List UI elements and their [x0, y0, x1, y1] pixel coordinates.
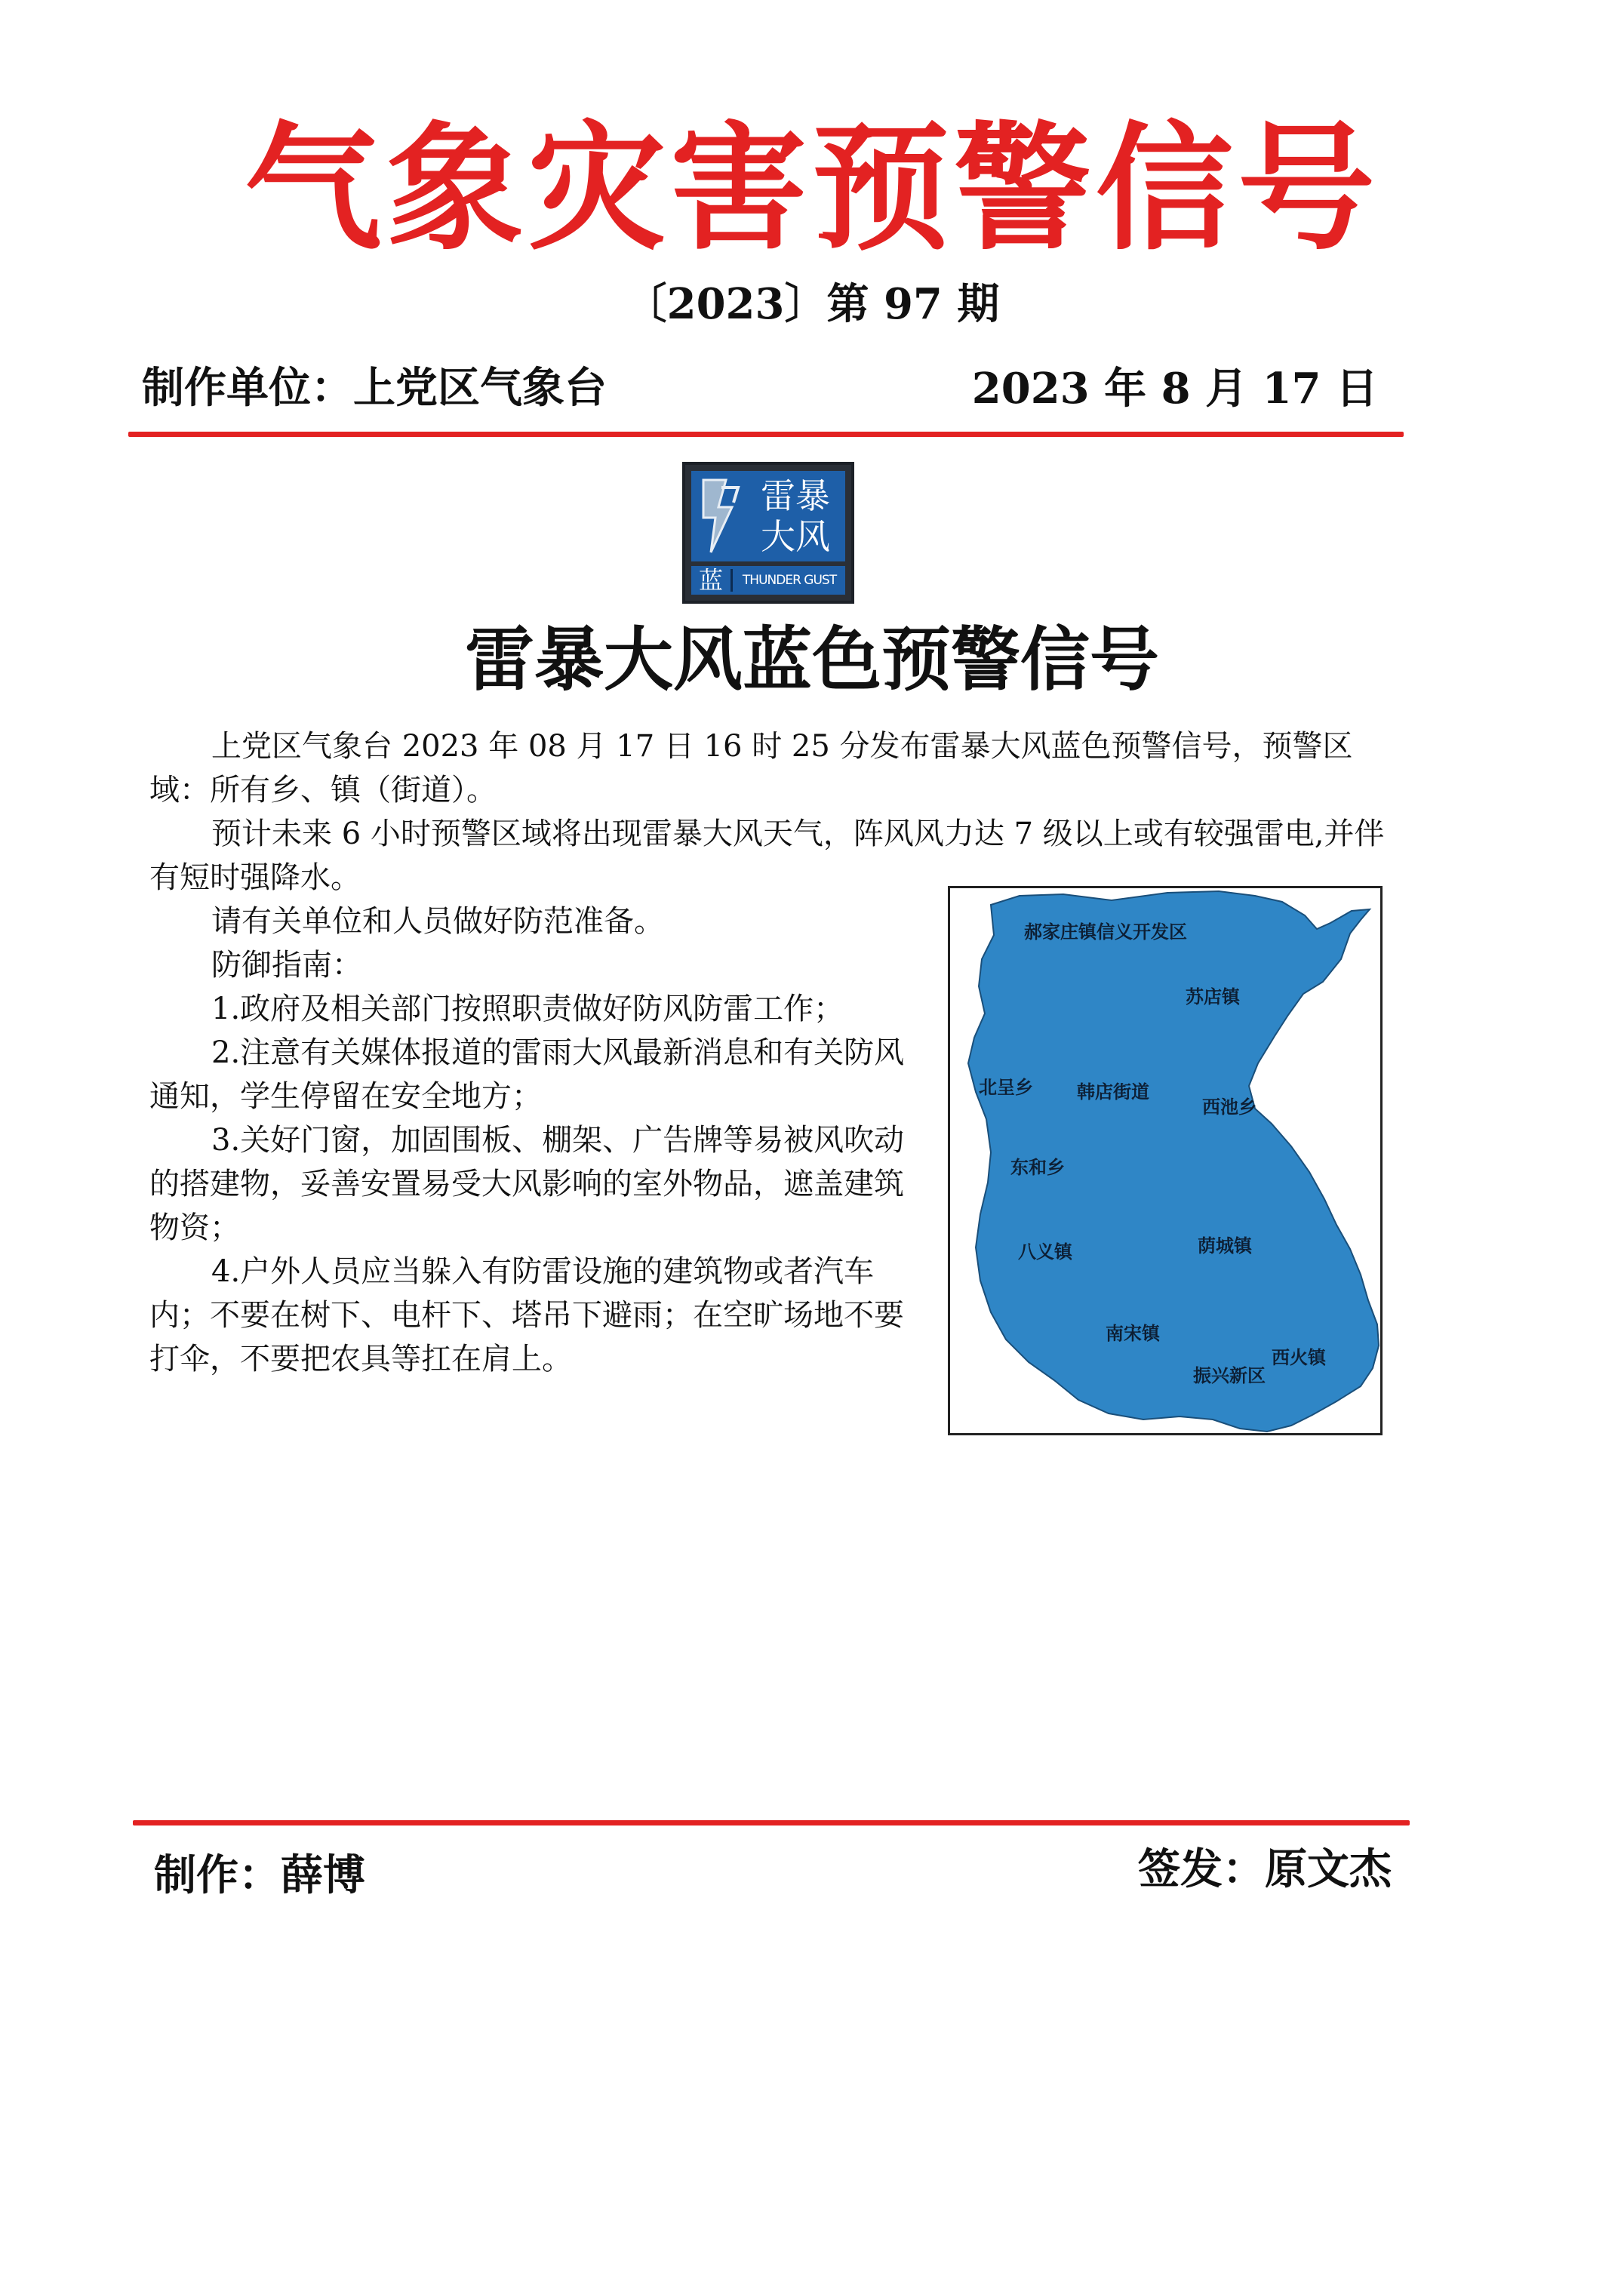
icon-caption-band	[691, 566, 845, 595]
map-label-sudian: 苏店镇	[1186, 986, 1240, 1007]
guidance-block	[149, 900, 922, 1381]
icon-separator	[730, 569, 733, 592]
icon-level-label: 蓝	[698, 566, 723, 595]
footer-divider	[133, 1820, 1410, 1825]
forecast-text: 预计未来 6 小时预警区域将出现雷暴大风天气，阵风风力达 7 级以上或有较强雷电,并伴有短时强降水。	[149, 817, 1385, 895]
guide-item: 2.注意有关媒体报道的雷雨大风最新消息和有关防风通知，学生停留在安全地方；	[149, 1035, 905, 1114]
district-map	[950, 888, 1380, 1433]
lightning-icon	[696, 477, 744, 555]
icon-label-line1: 雷暴	[761, 475, 830, 516]
issue-date: 2023 年 8 月 17 日	[971, 364, 1378, 414]
warning-area-map	[948, 886, 1383, 1435]
icon-english-label: THUNDER GUST	[742, 573, 837, 588]
map-label-xihuo: 西火镇	[1272, 1347, 1326, 1368]
producer: 制作：薛博	[154, 1851, 365, 1900]
icon-label-line2: 大风	[761, 516, 830, 557]
map-label-nansong: 南宋镇	[1106, 1323, 1160, 1344]
issuing-unit: 制作单位：上党区气象台	[142, 364, 607, 413]
icon-panel	[691, 471, 845, 561]
guide-item: 3.关好门窗，加固围板、棚架、广告牌等易被风吹动的搭建物，妥善安置易受大风影响的室外物品，遮盖建筑物资；	[149, 1123, 905, 1245]
map-label-handian: 韩店街道	[1077, 1081, 1149, 1103]
map-label-haojiazhuang: 郝家庄镇信义开发区	[1024, 921, 1187, 943]
guide-item: 1.政府及相关部门按照职责做好防风防雷工作；	[211, 992, 844, 1026]
signal-title: 雷暴大风蓝色预警信号	[464, 620, 1159, 700]
map-label-yincheng: 荫城镇	[1198, 1235, 1252, 1256]
body-paragraph-1	[149, 724, 1393, 812]
issue-number: 〔2023〕第 97 期	[624, 279, 1000, 329]
document-title: 气象灾害预警信号	[245, 109, 1379, 269]
map-label-bayi: 八义镇	[1018, 1241, 1072, 1263]
announcement-text: 上党区气象台 2023 年 08 月 17 日 16 时 25 分发布雷暴大风蓝色预警信号，预警区域：所有乡、镇（街道）。	[149, 729, 1353, 807]
map-label-beicheng: 北呈乡	[979, 1077, 1033, 1098]
guide-item: 4.户外人员应当躲入有防雷设施的建筑物或者汽车内；不要在树下、电杆下、塔吊下避雨；在空旷场地不要打伞，不要把农具等扛在肩上。	[149, 1254, 904, 1376]
header-divider	[128, 432, 1404, 437]
thunder-gust-blue-icon	[682, 462, 854, 604]
map-label-xichi: 西池乡	[1202, 1097, 1256, 1118]
approver: 签发：原文杰	[1138, 1845, 1392, 1894]
icon-label	[749, 475, 842, 557]
precaution-text: 请有关单位和人员做好防范准备。	[211, 904, 664, 939]
map-label-donghe: 东和乡	[1010, 1157, 1065, 1178]
guide-heading: 防御指南：	[211, 948, 362, 983]
map-label-zhenxing: 振兴新区	[1193, 1365, 1266, 1386]
